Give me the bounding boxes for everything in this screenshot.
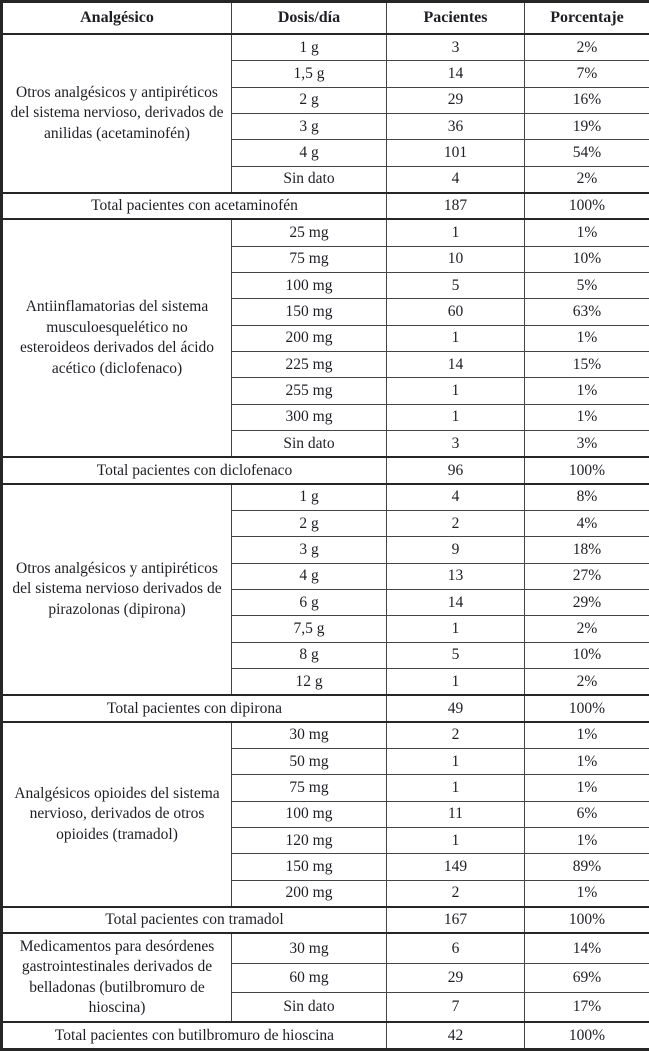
total-patients-cell: 187 <box>387 193 525 219</box>
percent-cell: 89% <box>525 854 649 880</box>
patients-cell: 7 <box>387 992 525 1022</box>
total-label-cell: Total pacientes con dipirona <box>2 695 387 721</box>
total-percent-cell: 100% <box>525 695 649 721</box>
dose-cell: 2 g <box>232 87 387 113</box>
dose-cell: 200 mg <box>232 325 387 351</box>
total-row <box>2 907 649 933</box>
header-row <box>2 2 649 35</box>
total-row <box>2 193 649 219</box>
dose-cell: 3 g <box>232 114 387 140</box>
total-row <box>2 695 649 721</box>
percent-cell: 17% <box>525 992 649 1022</box>
patients-cell: 5 <box>387 642 525 668</box>
patients-cell: 29 <box>387 87 525 113</box>
percent-cell: 54% <box>525 140 649 166</box>
dose-cell: 150 mg <box>232 854 387 880</box>
column-header-analgesico: Analgésico <box>2 2 232 35</box>
percent-cell: 3% <box>525 430 649 457</box>
percent-cell: 2% <box>525 616 649 642</box>
dose-cell: 75 mg <box>232 246 387 272</box>
dose-cell: 100 mg <box>232 273 387 299</box>
percent-cell: 1% <box>525 880 649 907</box>
dose-cell: 1 g <box>232 34 387 61</box>
percent-cell: 1% <box>525 219 649 246</box>
percent-cell: 63% <box>525 299 649 325</box>
dose-cell: 8 g <box>232 642 387 668</box>
patients-cell: 11 <box>387 801 525 827</box>
total-label-cell: Total pacientes con butilbromuro de hioscina <box>2 1022 387 1049</box>
dose-cell: 3 g <box>232 537 387 563</box>
patients-cell: 1 <box>387 827 525 853</box>
patients-cell: 4 <box>387 484 525 511</box>
percent-cell: 1% <box>525 748 649 774</box>
group-cell: Otros analgésicos y antipiréticos del sistema nervioso, derivados de anilidas (acetaminofén) <box>2 34 232 193</box>
dose-cell: 12 g <box>232 668 387 695</box>
patients-cell: 1 <box>387 325 525 351</box>
table-body <box>2 34 649 1050</box>
total-label-cell: Total pacientes con diclofenaco <box>2 457 387 483</box>
percent-cell: 1% <box>525 722 649 749</box>
percent-cell: 1% <box>525 775 649 801</box>
column-header-dosis-dia: Dosis/día <box>232 2 387 35</box>
group-cell: Antiinflamatorias del sistema musculoesquelético no esteroideos derivados del ácido acético (diclofenaco) <box>2 219 232 457</box>
total-patients-cell: 167 <box>387 907 525 933</box>
patients-cell: 14 <box>387 351 525 377</box>
patients-cell: 2 <box>387 880 525 907</box>
percent-cell: 5% <box>525 273 649 299</box>
percent-cell: 18% <box>525 537 649 563</box>
column-header-porcentaje: Porcentaje <box>525 2 649 35</box>
dose-cell: 1,5 g <box>232 61 387 87</box>
dose-cell: 6 g <box>232 589 387 615</box>
total-row <box>2 457 649 483</box>
patients-cell: 3 <box>387 34 525 61</box>
dose-cell: 150 mg <box>232 299 387 325</box>
total-label-cell: Total pacientes con acetaminofén <box>2 193 387 219</box>
total-percent-cell: 100% <box>525 907 649 933</box>
patients-cell: 6 <box>387 933 525 963</box>
dose-cell: 7,5 g <box>232 616 387 642</box>
patients-cell: 9 <box>387 537 525 563</box>
percent-cell: 27% <box>525 563 649 589</box>
table-row <box>2 722 649 749</box>
dose-cell: 300 mg <box>232 404 387 430</box>
percent-cell: 6% <box>525 801 649 827</box>
dose-cell: 60 mg <box>232 963 387 992</box>
patients-cell: 1 <box>387 775 525 801</box>
group-cell: Analgésicos opioides del sistema nervioso, derivados de otros opioides (tramadol) <box>2 722 232 907</box>
patients-cell: 5 <box>387 273 525 299</box>
dose-cell: 30 mg <box>232 722 387 749</box>
percent-cell: 2% <box>525 668 649 695</box>
percent-cell: 10% <box>525 642 649 668</box>
group-cell: Medicamentos para desórdenes gastrointestinales derivados de belladonas (butilbromuro de hioscina) <box>2 933 232 1022</box>
table-row <box>2 484 649 511</box>
dose-cell: 200 mg <box>232 880 387 907</box>
total-percent-cell: 100% <box>525 457 649 483</box>
dose-cell: 30 mg <box>232 933 387 963</box>
table-row <box>2 933 649 963</box>
patients-cell: 1 <box>387 668 525 695</box>
dose-cell: Sin dato <box>232 430 387 457</box>
dose-cell: 25 mg <box>232 219 387 246</box>
total-row <box>2 1022 649 1049</box>
column-header-pacientes: Pacientes <box>387 2 525 35</box>
percent-cell: 15% <box>525 351 649 377</box>
patients-cell: 60 <box>387 299 525 325</box>
percent-cell: 1% <box>525 378 649 404</box>
patients-cell: 2 <box>387 510 525 536</box>
dose-cell: 100 mg <box>232 801 387 827</box>
dose-cell: 2 g <box>232 510 387 536</box>
patients-cell: 149 <box>387 854 525 880</box>
total-patients-cell: 42 <box>387 1022 525 1049</box>
dose-cell: 4 g <box>232 140 387 166</box>
dose-cell: 50 mg <box>232 748 387 774</box>
patients-cell: 29 <box>387 963 525 992</box>
percent-cell: 1% <box>525 325 649 351</box>
patients-cell: 1 <box>387 378 525 404</box>
table-row <box>2 34 649 61</box>
percent-cell: 16% <box>525 87 649 113</box>
dose-cell: Sin dato <box>232 166 387 193</box>
dose-cell: 4 g <box>232 563 387 589</box>
patients-cell: 1 <box>387 219 525 246</box>
dose-cell: Sin dato <box>232 992 387 1022</box>
total-percent-cell: 100% <box>525 1022 649 1049</box>
percent-cell: 29% <box>525 589 649 615</box>
group-cell: Otros analgésicos y antipiréticos del sistema nervioso derivados de pirazolonas (dipirona) <box>2 484 232 696</box>
percent-cell: 8% <box>525 484 649 511</box>
percent-cell: 4% <box>525 510 649 536</box>
patients-cell: 1 <box>387 616 525 642</box>
patients-cell: 2 <box>387 722 525 749</box>
patients-cell: 4 <box>387 166 525 193</box>
patients-cell: 13 <box>387 563 525 589</box>
dose-cell: 225 mg <box>232 351 387 377</box>
percent-cell: 69% <box>525 963 649 992</box>
total-patients-cell: 96 <box>387 457 525 483</box>
table-row <box>2 219 649 246</box>
patients-cell: 3 <box>387 430 525 457</box>
patients-cell: 10 <box>387 246 525 272</box>
percent-cell: 14% <box>525 933 649 963</box>
dose-cell: 120 mg <box>232 827 387 853</box>
patients-cell: 101 <box>387 140 525 166</box>
total-patients-cell: 49 <box>387 695 525 721</box>
percent-cell: 1% <box>525 827 649 853</box>
dose-cell: 75 mg <box>232 775 387 801</box>
percent-cell: 1% <box>525 404 649 430</box>
percent-cell: 10% <box>525 246 649 272</box>
total-percent-cell: 100% <box>525 193 649 219</box>
percent-cell: 2% <box>525 34 649 61</box>
percent-cell: 19% <box>525 114 649 140</box>
patients-cell: 36 <box>387 114 525 140</box>
patients-cell: 14 <box>387 589 525 615</box>
patients-cell: 14 <box>387 61 525 87</box>
percent-cell: 7% <box>525 61 649 87</box>
patients-cell: 1 <box>387 748 525 774</box>
dose-cell: 255 mg <box>232 378 387 404</box>
total-label-cell: Total pacientes con tramadol <box>2 907 387 933</box>
percent-cell: 2% <box>525 166 649 193</box>
patients-cell: 1 <box>387 404 525 430</box>
dose-cell: 1 g <box>232 484 387 511</box>
